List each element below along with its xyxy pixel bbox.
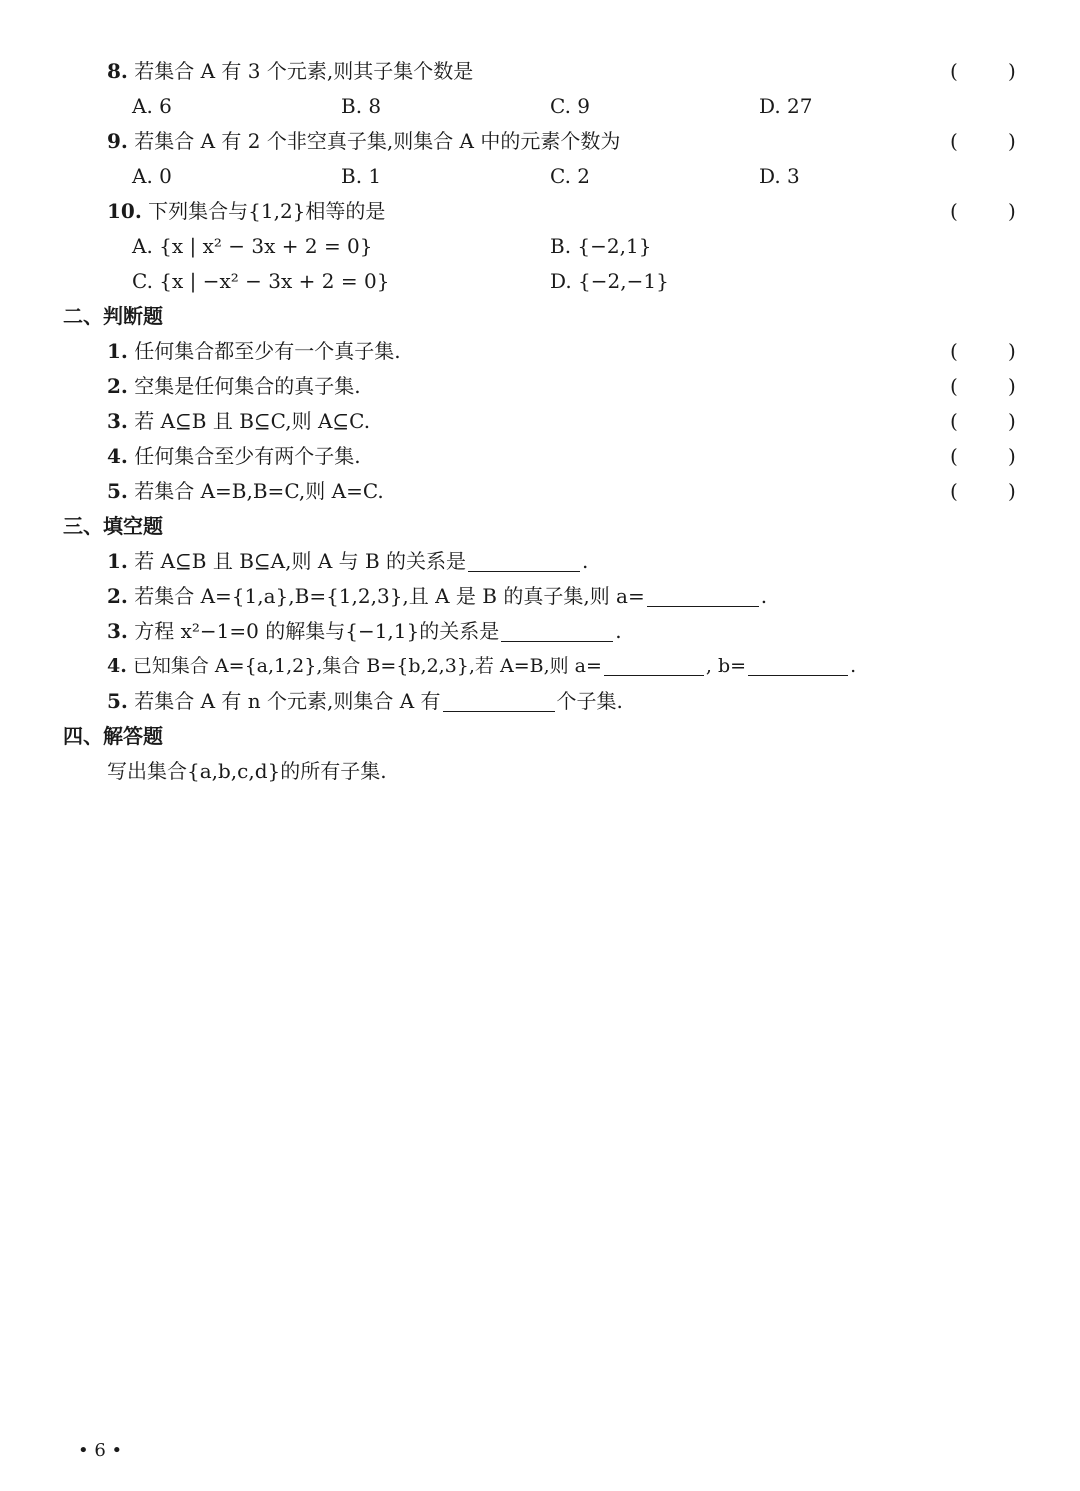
judge-item-2: 2. 空集是任何集合的真子集. [107,374,361,398]
question-text: 若集合 A 有 3 个元素,则其子集个数是 [134,59,474,83]
section-heading-fill: 三、填空题 [63,514,163,538]
answer-question-text: 写出集合{a,b,c,d}的所有子集. [107,759,387,783]
option-c: C. 9 [550,94,591,118]
option-d: D. 27 [759,94,813,118]
question-text: 若集合 A 有 2 个非空真子集,则集合 A 中的元素个数为 [134,129,621,153]
answer-parentheses: ( ) [950,59,1016,83]
fill-item-1: 1. 若 A⊆B 且 B⊆A,则 A 与 B 的关系是 . [107,549,589,573]
answer-parentheses: ( ) [950,409,1016,433]
answer-blank[interactable] [647,584,759,607]
fill-item-4: 4. 已知集合 A={a,1,2},集合 B={b,2,3},若 A=B,则 a= , b= . [107,655,857,677]
section-heading-judge: 二、判断题 [63,304,163,328]
option-c: C. {x | −x² − 3x + 2 = 0} [132,269,390,293]
answer-parentheses: ( ) [950,199,1016,223]
fill-item-2: 2. 若集合 A={1,a},B={1,2,3},且 A 是 B 的真子集,则 a= . [107,584,768,608]
answer-parentheses: ( ) [950,479,1016,503]
question-8 [107,54,473,89]
answer-parentheses: ( ) [950,339,1016,363]
answer-blank-b[interactable] [748,653,848,676]
option-a: A. 6 [132,94,172,118]
question-10 [107,194,385,229]
judge-item-5: 5. 若集合 A=B,B=C,则 A=C. [107,479,384,503]
fill-item-3: 3. 方程 x²−1=0 的解集与{−1,1}的关系是 . [107,619,622,643]
option-d: D. {−2,−1} [550,269,669,293]
option-a: A. {x | x² − 3x + 2 = 0} [132,234,373,258]
judge-item-3: 3. 若 A⊆B 且 B⊆C,则 A⊆C. [107,409,371,433]
answer-parentheses: ( ) [950,129,1016,153]
answer-blank-a[interactable] [604,653,704,676]
judge-item-1: 1. 任何集合都至少有一个真子集. [107,339,401,363]
option-d: D. 3 [759,164,800,188]
answer-parentheses: ( ) [950,444,1016,468]
option-a: A. 0 [132,164,172,188]
section-heading-answer: 四、解答题 [63,724,163,748]
question-text: 下列集合与{1,2}相等的是 [148,199,386,223]
question-number: 8. [107,59,128,83]
answer-blank[interactable] [468,549,580,572]
option-c: C. 2 [550,164,591,188]
question-number: 9. [107,129,128,153]
answer-blank[interactable] [501,619,613,642]
answer-blank[interactable] [443,689,555,712]
option-b: B. {−2,1} [550,234,652,258]
judge-item-4: 4. 任何集合至少有两个子集. [107,444,361,468]
question-number: 10. [107,199,142,223]
fill-item-5: 5. 若集合 A 有 n 个元素,则集合 A 有 个子集. [107,689,623,713]
option-b: B. 8 [341,94,382,118]
question-9 [107,124,620,159]
page-number: • 6 • [78,1440,123,1461]
answer-parentheses: ( ) [950,374,1016,398]
option-b: B. 1 [341,164,382,188]
